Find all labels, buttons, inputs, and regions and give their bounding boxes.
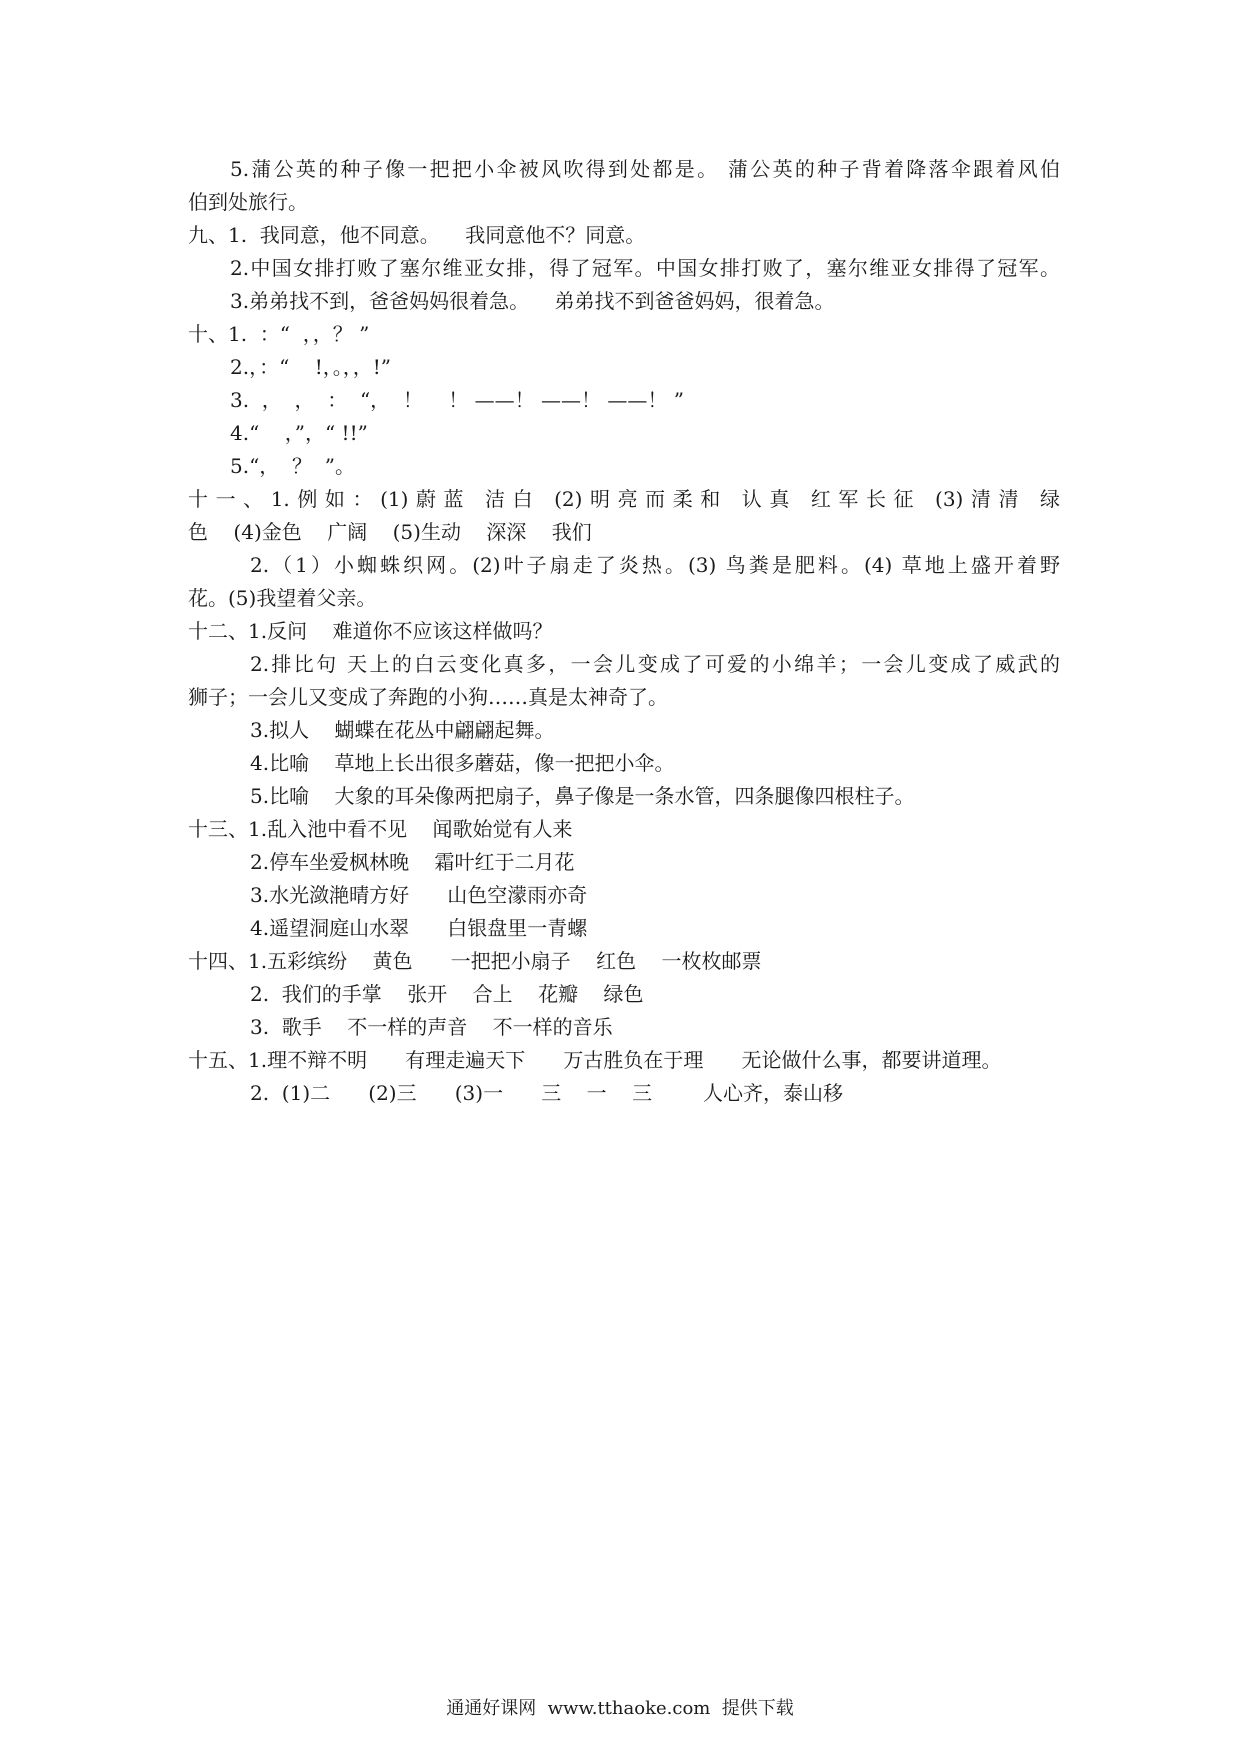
answer-line: 3. ， ， ： “， ！ ！ ——！ ——！ ——！ ” [230,388,684,412]
answer-line: 十三、1.乱入池中看不见 闻歌始觉有人来 [188,817,573,841]
answer-line: 伯到处旅行。 [188,190,308,214]
answer-line: 十五、1.理不辩不明 有理走遍天下 万古胜负在于理 无论做什么事，都要讲道理。 [188,1048,1002,1072]
answer-key [188,153,1060,1110]
answer-line: 2. (1)二 (2)三 (3)一 三 一 三 人心齐，泰山移 [250,1081,843,1105]
answer-line: 3. 歌手 不一样的声音 不一样的音乐 [250,1015,613,1039]
answer-line: 2.排比句 天上的白云变化真多，一会儿变成了可爱的小绵羊；一会儿变成了威武的 [250,652,1060,676]
answer-line: 十、1. ：“ ，，？ ” [188,322,370,346]
answer-line: 3.弟弟找不到，爸爸妈妈很着急。 弟弟找不到爸爸妈妈，很着急。 [230,289,835,313]
answer-line: 5.蒲公英的种子像一把把小伞被风吹得到处都是。 蒲公英的种子背着降落伞跟着风伯 [230,157,1060,181]
answer-line: 十四、1.五彩缤纷 黄色 一把把小扇子 红色 一枚枚邮票 [188,949,762,973]
answer-line: 4.“ ，”，“ !!” [230,421,368,445]
answer-line: 十二、1.反问 难道你不应该这样做吗？ [188,619,553,643]
answer-line: 花。(5)我望着父亲。 [188,586,377,610]
answer-line: 色 (4)金色 广阔 (5)生动 深深 我们 [188,520,592,544]
answer-line: 九、1. 我同意，他不同意。 我同意他不？同意。 [188,223,646,247]
answer-line: 2. 我们的手掌 张开 合上 花瓣 绿色 [250,982,644,1006]
answer-line: 4.遥望洞庭山水翠 白银盘里一青螺 [250,916,588,940]
answer-line: 2.中国女排打败了塞尔维亚女排，得了冠军。中国女排打败了，塞尔维亚女排得了冠军。 [230,256,1060,280]
answer-line: 2.（1）小蜘蛛织网。(2)叶子扇走了炎热。(3) 鸟粪是肥料。(4) 草地上盛开着野 [250,553,1060,577]
answer-line: 3.拟人 蝴蝶在花丛中翩翩起舞。 [250,718,555,742]
answer-line: 3.水光潋滟晴方好 山色空濛雨亦奇 [250,883,588,907]
footer-credit: 通通好课网 www.tthaoke.com 提供下载 [446,1698,794,1719]
answer-line: 2.，：“ !，。，，!” [230,355,392,379]
answer-line: 十一、1.例如：(1)蔚蓝 洁白 (2)明亮而柔和 认真 红军长征 (3)清清 绿 [188,487,1060,511]
answer-line: 狮子；一会儿又变成了奔跑的小狗……真是太神奇了。 [188,685,668,709]
answer-line: 5.“， ？ ”。 [230,454,355,478]
answer-line: 2.停车坐爱枫林晚 霜叶红于二月花 [250,850,575,874]
answer-line: 4.比喻 草地上长出很多蘑菇，像一把把小伞。 [250,751,675,775]
answer-line: 5.比喻 大象的耳朵像两把扇子，鼻子像是一条水管，四条腿像四根柱子。 [250,784,915,808]
